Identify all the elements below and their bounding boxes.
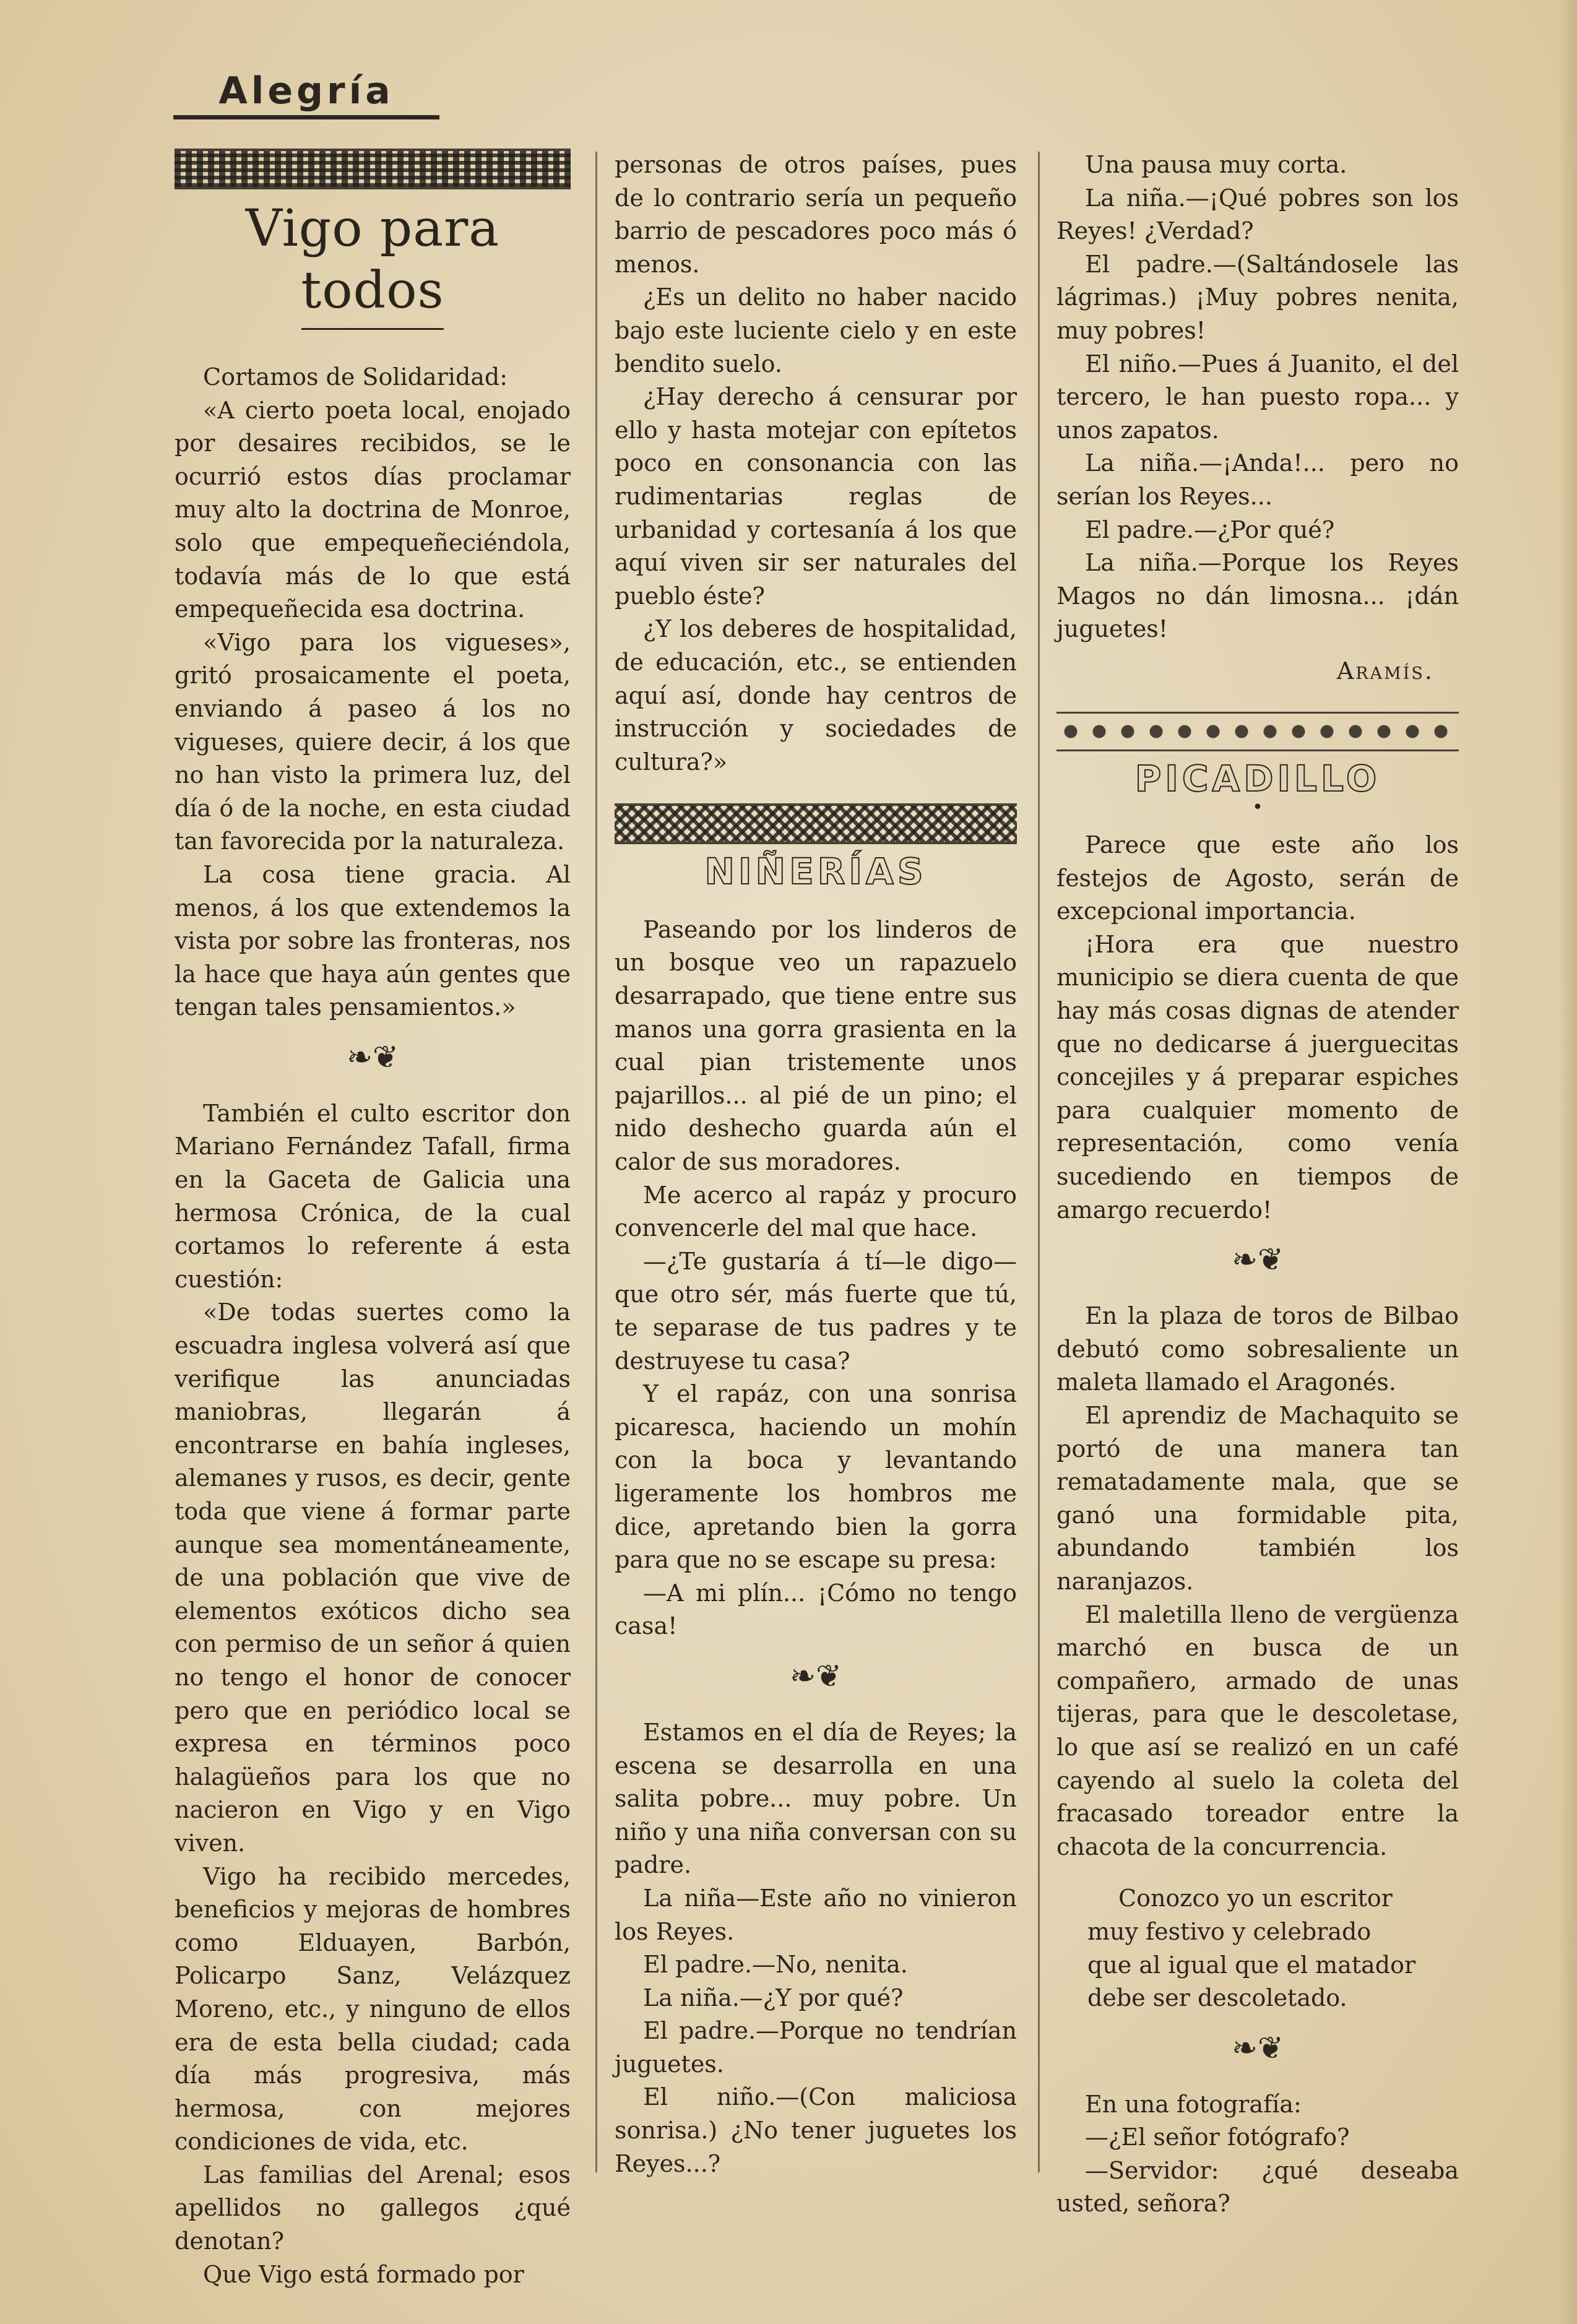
paragraph: Estamos en el día de Reyes; la escena se desarrolla en una salita pobre... muy pobre. Un niño y una niña conversan con su padre. — [615, 1718, 1017, 1879]
page-edge-shadow — [1558, 0, 1577, 2324]
paragraph: ¿Y los deberes de hospitalidad, de educación, etc., se entienden aquí así, donde hay centros de instrucción y sociedades de cultura?» — [615, 615, 1017, 775]
flourish-ornament: ❧❦ — [1232, 1242, 1284, 1278]
paragraph: También el culto escritor don Mariano Fernández Tafall, firma en la Gaceta de Galicia una hermosa Crónica, de la cual cortamos lo referente á esta cuestión: — [175, 1099, 571, 1293]
paragraph: «Vigo para los vigueses», gritó prosaicamente el poeta, enviando á paseo á los no vigueses, quiere decir, á los que no han visto la primera luz, del día ó de la noche, en esta ciudad tan favorecida por la naturaleza. — [175, 628, 571, 855]
column-1 — [175, 149, 571, 2291]
column-rule-2 — [1038, 152, 1040, 2172]
verse-line: Conozco yo un escritor — [1118, 1885, 1393, 1912]
flourish-ornament: ❧❦ — [347, 1039, 399, 1075]
paragraph: Me acerco al rapáz y procuro convencerle del mal que hace. — [615, 1181, 1017, 1242]
article-title-vigo: Vigo para todos — [245, 199, 500, 320]
ornament-band — [175, 149, 571, 189]
column-rule-1 — [595, 152, 597, 2172]
paragraph: ¿Hay derecho á censurar por ello y hasta motejar con epítetos poco en consonancia con las rudimentarias reglas de urbanidad y cortesanía á los que aquí viven sir ser naturales del pueblo éste? — [615, 383, 1017, 610]
paragraph: Paseando por los linderos de un bosque veo un rapazuelo desarrapado, que tiene entre sus manos una gorra grasienta en la cual pian tristemente unos pajarillos... al pié de un pino; el nido deshecho guarda aún el calor de sus moradores. — [615, 915, 1017, 1176]
paragraph: personas de otros países, pues de lo contrario sería un pequeño barrio de pescadores poco más ó menos. — [615, 151, 1017, 278]
paragraph: —¿El señor fotógrafo? — [1085, 2123, 1350, 2151]
paragraph: El niño.—(Con maliciosa sonrisa.) ¿No tener juguetes los Reyes...? — [615, 2083, 1017, 2177]
paragraph: Y el rapáz, con una sonrisa picaresca, haciendo un mohín con la boca y levantando ligeramente los hombros me dice, apretando bien la gorra para que no se escape su presa: — [615, 1380, 1017, 1574]
author-signature: Aramís. — [1336, 657, 1434, 685]
paragraph: El maletilla lleno de vergüenza marchó en busca de un compañero, armado de unas tijeras, para que le descoletase, lo que así se realizó en un café cayendo al suelo la coleta del fracasado toreador entre la chacota de la concurrencia. — [1056, 1600, 1459, 1860]
ornament-band — [1056, 712, 1459, 751]
paragraph: La niña.—¿Y por qué? — [643, 1984, 904, 2011]
masthead-title: Alegría — [218, 69, 394, 113]
paragraph: El padre.—(Saltándosele las lágrimas.) ¡Muy pobres nenita, muy pobres! — [1056, 250, 1459, 344]
paragraph: La niña.—¡Qué pobres son los Reyes! ¿Verdad? — [1056, 184, 1459, 245]
paragraph: Parece que este año los festejos de Agosto, serán de excepcional importancia. — [1056, 831, 1459, 925]
masthead — [173, 69, 439, 119]
paragraph: El padre.—¿Por qué? — [1085, 516, 1335, 543]
paragraph: El aprendiz de Machaquito se portó de una manera tan rematadamente mala, que se ganó una formidable pita, abundando también los naranjazos. — [1056, 1402, 1459, 1595]
verse-line: que al igual que el matador — [1087, 1951, 1416, 1979]
paragraph: En la plaza de toros de Bilbao debutó como sobresaliente un maleta llamado el Aragonés. — [1056, 1302, 1459, 1396]
verse-line: debe ser descoletado. — [1087, 1984, 1347, 2012]
paragraph: La niña.—Porque los Reyes Magos no dán limosna... ¡dán juguetes! — [1056, 549, 1459, 643]
ornament-band — [615, 803, 1017, 844]
paragraph: —A mi plín... ¡Cómo no tengo casa! — [615, 1579, 1017, 1640]
paragraph: La niña—Este año no vinieron los Reyes. — [615, 1884, 1017, 1945]
flourish-ornament: ❧❦ — [1232, 2029, 1284, 2066]
paragraph: Cortamos de Solidaridad: — [203, 363, 508, 391]
paragraph: La niña.—¡Anda!... pero no serían los Reyes... — [1056, 449, 1459, 510]
paragraph: «A cierto poeta local, enojado por desaires recibidos, se le ocurrió estos días proclamar muy alto la doctrina de Monroe, solo que empequeñeciéndola, todavía más de lo que está empequeñecida esa doctrina. — [175, 396, 571, 623]
paragraph: El niño.—Pues á Juanito, el del tercero, le han puesto ropa... y unos zapatos. — [1056, 350, 1459, 444]
paragraph: Las familias del Arenal; esos apellidos no gallegos ¿qué denotan? — [175, 2161, 571, 2255]
column-3 — [1056, 149, 1459, 2221]
paragraph: Una pausa muy corta. — [1085, 151, 1347, 178]
column-2 — [615, 149, 1017, 2180]
paragraph: —¿Te gustaría á tí—le digo—que otro sér, más fuerte que tú, te separase de tus padres y te destruyese tu casa? — [615, 1247, 1017, 1375]
paragraph: Que Vigo está formado por — [203, 2260, 524, 2288]
paragraph: —Servidor: ¿qué deseaba usted, señora? — [1056, 2156, 1459, 2218]
flourish-ornament: ❧❦ — [790, 1657, 842, 1694]
paragraph: ¡Hora era que nuestro municipio se diera cuenta de que hay más cosas dignas de atender que no dedicarse á juerguecitas concejiles y á preparar espiches para cualquier momento de representación, como venía sucediendo en tiempos de amargo recuerdo! — [1056, 930, 1459, 1224]
paragraph: La cosa tiene gracia. Al menos, á los que extendemos la vista por sobre las fronteras, nos la hace que haya aún gentes que tengan tales pensamientos.» — [175, 860, 571, 1021]
masthead-rule — [173, 115, 439, 119]
title-rule — [301, 328, 444, 330]
paragraph: «De todas suertes como la escuadra inglesa volverá así que verifique las anunciadas maniobras, llegarán á encontrarse en bahía ingleses, alemanes y rusos, es decir, gente toda que viene á formar parte aunque sea momentáneamente, de una población que vive de elementos exóticos dicho sea con permiso de un señor á quien no tengo el honor de conocer pero que en periódico local se expresa en términos poco halagüeños para los que no nacieron en Vigo y en Vigo viven. — [175, 1298, 571, 1857]
title-dot: • — [1252, 797, 1263, 819]
section-title-picadillo: PICADILLO — [1134, 757, 1381, 800]
paragraph: En una fotografía: — [1085, 2090, 1302, 2118]
verse-line: muy festivo y celebrado — [1087, 1917, 1372, 1945]
section-title-ninerias: NIÑERÍAS — [704, 850, 927, 893]
paragraph: Vigo ha recibido mercedes, beneficios y mejoras de hombres como Elduayen, Barbón, Policarpo Sanz, Velázquez Moreno, etc., y ninguno de ellos era de esta bella ciudad; cada día más progresiva, más hermosa, con mejores condiciones de vida, etc. — [175, 1862, 571, 2156]
paragraph: El padre.—Porque no tendrían juguetes. — [615, 2017, 1017, 2078]
paragraph: El padre.—No, nenita. — [643, 1951, 908, 1979]
paragraph: ¿Es un delito no haber nacido bajo este luciente cielo y en este bendito suelo. — [615, 283, 1017, 378]
